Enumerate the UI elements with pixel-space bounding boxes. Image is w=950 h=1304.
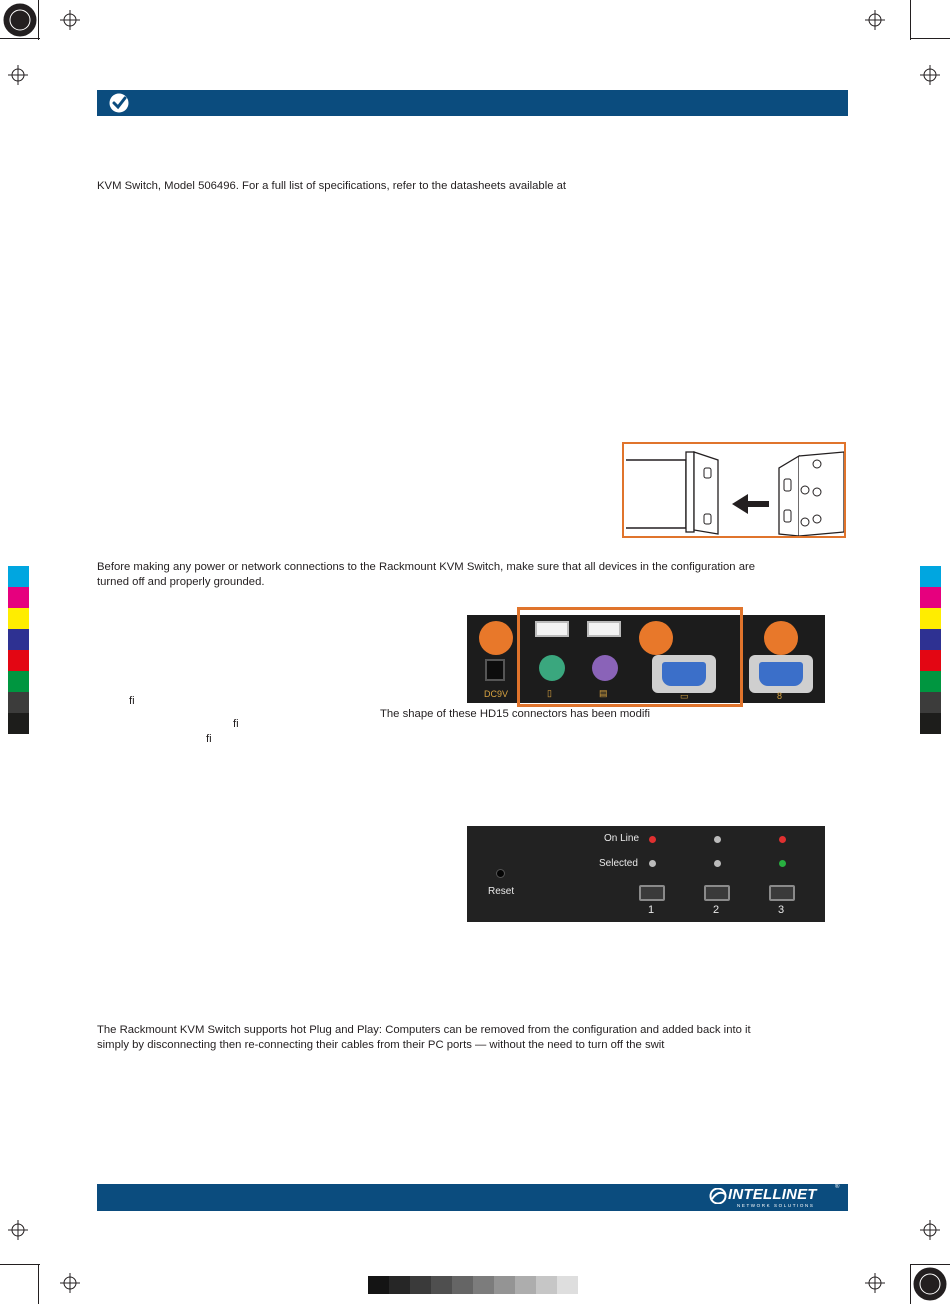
power-label: DC9V (484, 689, 509, 699)
intro-text: KVM Switch, Model 506496. For a full list of specifications, refer to the datasheets available at (97, 180, 567, 192)
color-swatch (8, 587, 29, 608)
front-panel-photo (467, 826, 825, 922)
color-swatch (920, 692, 941, 713)
gray-step (494, 1276, 515, 1294)
mouse-icon: ▯ (547, 688, 552, 698)
color-swatch (8, 608, 29, 629)
selected-led-3 (779, 860, 786, 867)
online-label: On Line (604, 833, 640, 844)
button-number: 2 (713, 904, 720, 916)
monitor-icon: ▭ (680, 691, 689, 701)
port-select-button-3[interactable] (769, 885, 795, 901)
reset-pinhole (496, 869, 505, 878)
grayscale-strip (368, 1276, 578, 1294)
hotplug-text-line-1: The Rackmount KVM Switch supports hot Plug and Play: Computers can be removed from the configuration and added back into it (97, 1024, 751, 1036)
gray-step (431, 1276, 452, 1294)
console-ports-highlight (517, 607, 743, 707)
color-bar-left (8, 566, 29, 734)
color-swatch (8, 629, 29, 650)
color-swatch (920, 629, 941, 650)
registered-mark: ® (835, 1184, 840, 1190)
rack-bracket-figure (622, 442, 846, 538)
intellinet-swoosh-icon (709, 1188, 727, 1204)
port-select-button-2[interactable] (704, 885, 730, 901)
reset-label: Reset (488, 886, 515, 897)
color-swatch (920, 608, 941, 629)
color-swatch (8, 566, 29, 587)
ligature-fragment: ﬁ (233, 718, 239, 730)
button-number: 1 (648, 904, 655, 916)
color-swatch (920, 650, 941, 671)
safety-text-line-2: turned off and properly grounded. (97, 576, 265, 588)
gray-step (410, 1276, 431, 1294)
ligature-fragment: ﬁ (129, 695, 135, 707)
gray-step (536, 1276, 557, 1294)
brand-name: INTELLINET (728, 1186, 817, 1203)
color-swatch (8, 713, 29, 734)
port-number-label: 8 (777, 691, 783, 701)
brand-tagline: NETWORK SOLUTIONS (737, 1203, 815, 1208)
ligature-fragment: ﬁ (206, 733, 212, 745)
gray-step (368, 1276, 389, 1294)
color-swatch (920, 587, 941, 608)
checkmark-icon (108, 93, 130, 113)
color-swatch (8, 650, 29, 671)
color-swatch (920, 671, 941, 692)
bracket-install-illustration (624, 444, 844, 536)
hd15-note: The shape of these HD15 connectors has been modiﬁ (380, 708, 651, 720)
safety-text-line-1: Before making any power or network connections to the Rackmount KVM Switch, make sure that all devices in the configuration are (97, 561, 756, 573)
hotplug-text-line-2: simply by disconnecting then re-connecting their cables from their PC ports — without the need to turn off the swit (97, 1039, 665, 1051)
section-header-bar (97, 90, 848, 116)
gray-step (473, 1276, 494, 1294)
button-number: 3 (778, 904, 785, 916)
port-select-button-1[interactable] (639, 885, 665, 901)
footer-bar (97, 1184, 848, 1211)
online-led-2 (714, 836, 721, 843)
gray-step (515, 1276, 536, 1294)
vga-pc-port (749, 655, 813, 693)
callout-badge (479, 621, 513, 655)
intellinet-logo (709, 1186, 841, 1209)
selected-label: Selected (599, 858, 638, 869)
gray-step (452, 1276, 473, 1294)
color-swatch (8, 671, 29, 692)
color-swatch (920, 566, 941, 587)
selected-led-2 (714, 860, 721, 867)
gray-step (557, 1276, 578, 1294)
gray-step (389, 1276, 410, 1294)
keyboard-icon: ▤ (599, 688, 608, 698)
color-bar-right (920, 566, 941, 734)
online-led-3 (779, 836, 786, 843)
color-swatch (920, 713, 941, 734)
selected-led-1 (649, 860, 656, 867)
online-led-1 (649, 836, 656, 843)
color-swatch (8, 692, 29, 713)
dc-power-jack (485, 659, 505, 681)
callout-badge (764, 621, 798, 655)
